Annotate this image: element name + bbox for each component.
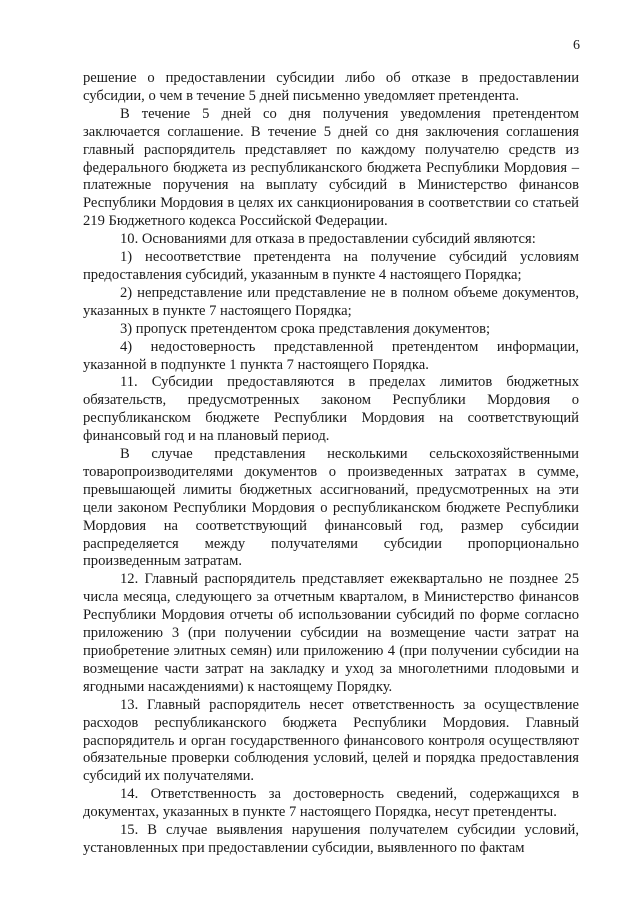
paragraph-9-end: решение о предоставлении субсидии либо об отказе в предоставлении субсидии, о чем в течение 5 дней письменно уведомляет претендента.	[83, 70, 579, 104]
document-body	[83, 70, 579, 858]
paragraph-10-item-1: 1) несоответствие претендента на получение субсидий условиям предоставления субсидий, указанным в пункте 4 настоящего Порядка;	[83, 249, 579, 283]
paragraph-10-item-3: 3) пропуск претендентом срока представления документов;	[120, 320, 491, 337]
page-number: 6	[573, 38, 580, 53]
paragraph-11: 11. Субсидии предоставляются в пределах лимитов бюджетных обязательств, предусмотренных законом Республики Мордовия о республиканском бюджете Республики Мордовия на соответствующий финансовый год и на плановый период.	[83, 374, 579, 445]
paragraph-12: 12. Главный распорядитель представляет ежеквартально не позднее 25 числа месяца, следующего за отчетным кварталом, в Министерство финансов Республики Мордовия отчеты об использовании субсидий по форме согласно приложению 3 (при получении субсидии на возмещение части затрат на приобретение элитных семян) или приложению 4 (при получении субсидии на возмещение части затрат на закладку и уход за многолетними плодовыми и ягодными насаждениями) к настоящему Порядку.	[83, 571, 579, 695]
paragraph-11-distribution: В случае представления несколькими сельскохозяйственными товаропроизводителями документов о произведенных затратах в сумме, превышающей лимиты бюджетных ассигнований, предусмотренных на эти цели законом Республики Мордовия о республиканском бюджете Республики Мордовия на соответствующий финансовый год, размер субсидии распределяется между получателями субсидии пропорционально произведенным затратам.	[83, 446, 579, 570]
paragraph-15: 15. В случае выявления нарушения получателем субсидии условий, установленных при предоставлении субсидии, выявленного по фактам	[83, 822, 579, 856]
paragraph-10: 10. Основаниями для отказа в предоставлении субсидий являются:	[120, 231, 536, 248]
paragraph-14: 14. Ответственность за достоверность сведений, содержащихся в документах, указанных в пункте 7 настоящего Порядка, несут претенденты.	[83, 786, 579, 821]
paragraph-10-item-2: 2) непредставление или представление не в полном объеме документов, указанных в пункте 7 настоящего Порядка;	[83, 284, 579, 319]
paragraph-agreement: В течение 5 дней со дня получения уведомления претендентом заключается соглашение. В течение 5 дней со дня заключения соглашения главный распорядитель представляет по каждому получателю средств из федерального бюджета из республиканского бюджета Республики Мордовия – платежные поручения на выплату субсидий в Министерство финансов Республики Мордовия в целях их санкционирования в соответствии со статьей 219 Бюджетного кодекса Российской Федерации.	[83, 105, 579, 230]
paragraph-13: 13. Главный распорядитель несет ответственность за осуществление расходов республиканского бюджета Республики Мордовия. Главный распорядитель и орган государственного финансового контроля осуществляют обязательные проверки соблюдения условий, целей и порядка предоставления субсидий их получателями.	[83, 696, 579, 785]
paragraph-10-item-4: 4) недостоверность представленной претендентом информации, указанной в подпункте 1 пункта 7 настоящего Порядка.	[83, 338, 579, 373]
